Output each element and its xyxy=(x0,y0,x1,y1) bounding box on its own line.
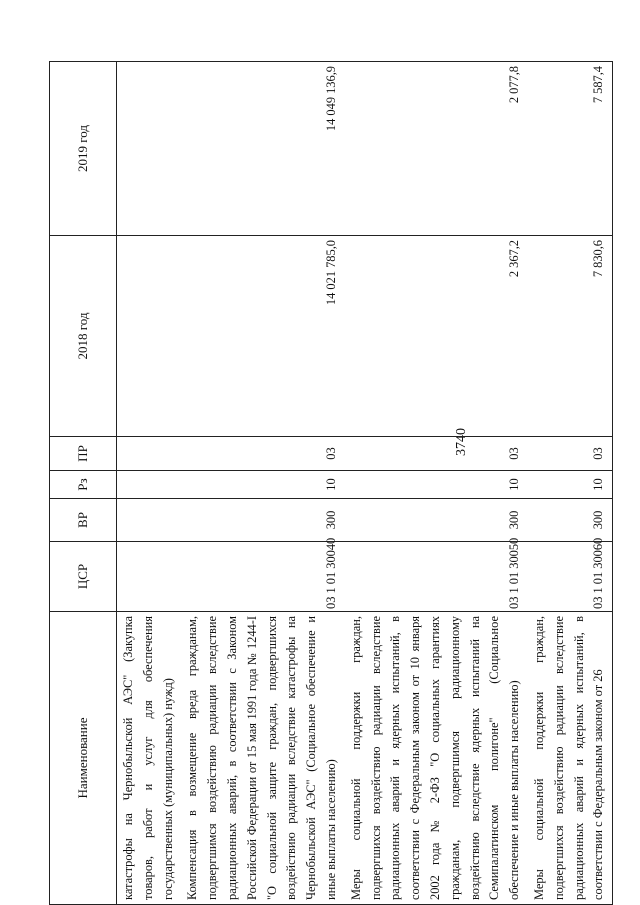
row-2019 xyxy=(117,62,182,236)
header-vr: ВР xyxy=(50,499,117,542)
header-2018: 2018 год xyxy=(50,236,117,437)
row-csr xyxy=(117,542,182,612)
row-rz xyxy=(117,471,182,499)
row-2018 xyxy=(117,236,182,437)
row-name: Меры социальной поддержки граждан, подвергшихся воздействию радиации вследствие радиационных аварий и ядерных испытаний, в соответствии с Федеральным законом от 26 xyxy=(528,612,613,905)
row-vr: 300 xyxy=(181,499,344,542)
row-rz: 10 xyxy=(528,471,613,499)
header-csr: ЦСР xyxy=(50,542,117,612)
row-rz: 10 xyxy=(345,471,528,499)
row-pr: 03 xyxy=(345,437,528,471)
header-rz: Рз xyxy=(50,471,117,499)
table-row xyxy=(345,62,528,905)
row-2018: 7 830,6 xyxy=(528,236,613,437)
row-vr xyxy=(117,499,182,542)
header-pr: ПР xyxy=(50,437,117,471)
row-vr: 300 xyxy=(345,499,528,542)
budget-table xyxy=(49,61,613,905)
row-rz: 10 xyxy=(181,471,344,499)
header-2019: 2019 год xyxy=(50,62,117,236)
table-row xyxy=(117,62,182,905)
row-2018: 14 021 785,0 xyxy=(181,236,344,437)
table-header-row xyxy=(50,62,117,905)
row-name: Меры социальной поддержки граждан, подвергшихся воздействию радиации вследствие радиационных аварий и ядерных испытаний, в соответствии с Федеральным законом от 10 января 2002 года № 2-ФЗ "О социальных гарантиях гражданам, подвергшимся радиационному воздействию вследствие ядерных испытаний на Семипалатинском полигоне" (Социальное обеспечение и иные выплаты населению) xyxy=(345,612,528,905)
row-csr: 03 1 01 30050 xyxy=(345,542,528,612)
row-2019: 14 049 136,9 xyxy=(181,62,344,236)
row-name: катастрофы на Чернобыльской АЭС" (Закупка товаров, работ и услуг для обеспечения государственных (муниципальных) нужд) xyxy=(117,612,182,905)
header-name: Наименование xyxy=(50,612,117,905)
row-csr: 03 1 01 30040 xyxy=(181,542,344,612)
page-number: 3740 xyxy=(454,428,469,456)
row-csr: 03 1 01 30060 xyxy=(528,542,613,612)
table-row xyxy=(181,62,344,905)
row-name: Компенсация в возмещение вреда гражданам, подвергшимся воздействию радиации вследствие радиационных аварий, в соответствии с Законом Российской Федерации от 15 мая 1991 года № 1244-I "О социальной защите граждан, подвергшихся воздействию радиации вследствие катастрофы на Чернобыльской АЭС" (Социальное обеспечение и иные выплаты населению) xyxy=(181,612,344,905)
row-pr: 03 xyxy=(528,437,613,471)
row-vr: 300 xyxy=(528,499,613,542)
row-pr xyxy=(117,437,182,471)
row-2018: 2 367,2 xyxy=(345,236,528,437)
row-2019: 7 587,4 xyxy=(528,62,613,236)
row-2019: 2 077,8 xyxy=(345,62,528,236)
table-row xyxy=(528,62,613,905)
row-pr: 03 xyxy=(181,437,344,471)
